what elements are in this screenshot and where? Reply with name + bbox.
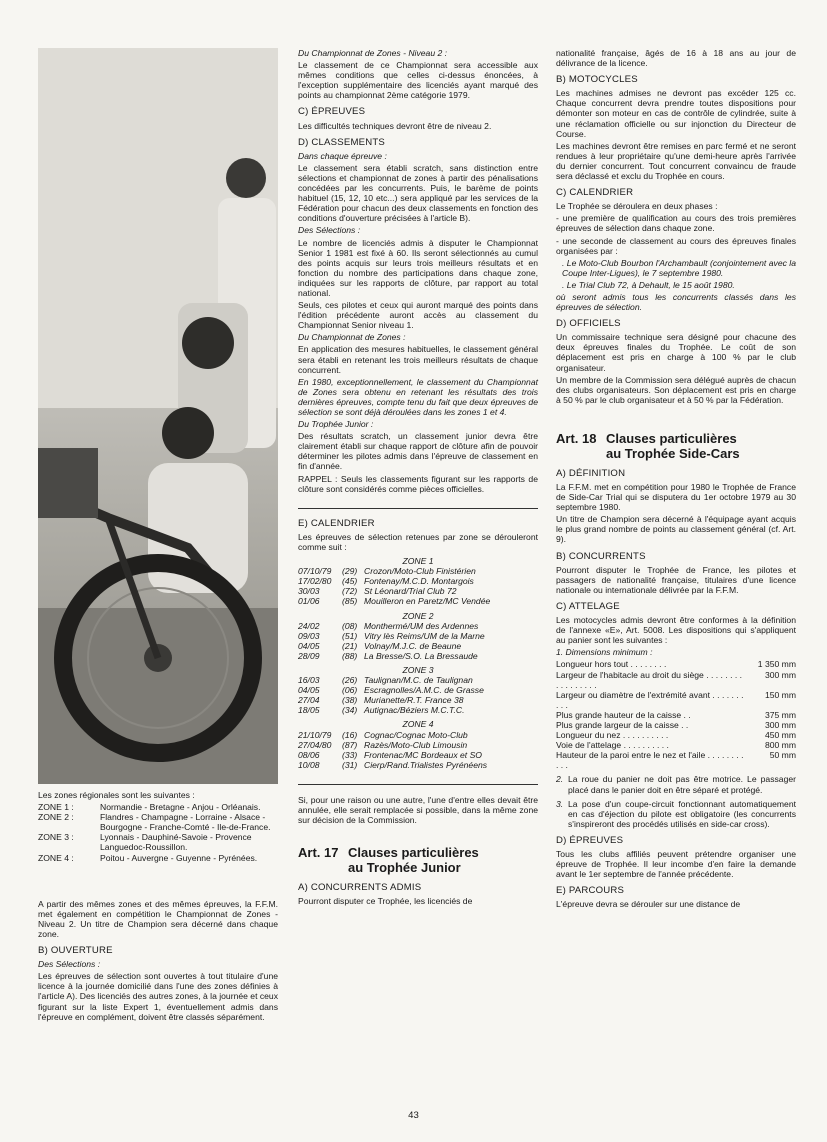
attelage-item-3: 3. La pose d'un coupe-circuit fonctionnant automatiquement en cas d'éjection du pilote est obligatoire (les concurrents s'inspireront des procédés utilisés en side-car cross). <box>556 798 796 829</box>
zones-paragraph: En application des mesures habituelles, le classement général sera établi en retenant les trois meilleurs résultats de chaque concurrent. <box>298 344 538 375</box>
dimension-value: 300 mm <box>764 669 796 680</box>
calendar-event-date: 21/10/79 <box>298 729 332 740</box>
chaque-epreuve-paragraph: Le classement sera établi scratch, sans distinction entre sélections et championnat de zones à partir des pénalisations concédées par les concurrents. Puis, le barème de points habituel (15, 12, 10 etc...) sera appliqué par les services de la Fédération pour chacun des deux classements en fonction des conditions d'ouverture précisées à l'article B). <box>298 162 538 224</box>
calendrier-phase-1: - une première de qualification au cours des trois premières épreuves de sélection dans chaque zone. <box>556 213 796 234</box>
calendar-event-text: Crozon/Moto-Club Finistérien <box>364 566 476 577</box>
calendar-event-date: 10/08 <box>298 759 320 770</box>
calendar-event-code: (72) <box>342 586 358 597</box>
definition-paragraph-1: La F.F.M. met en compétition pour 1980 le Trophée de France de Side-Car Trial qui se disputera du 1er octobre 1979 au 30 septembre 1980. <box>556 482 796 513</box>
article-17-title: Art. 17 Clauses particulières au Trophée Junior <box>298 845 479 876</box>
calendar-zone-heading: ZONE 3 <box>402 664 434 675</box>
officiels-paragraph-1: Un commissaire technique sera désigné pour chacune des deux épreuves finales du Trophée. Le coût de son déplacement est pris en charge à 100 % par le club organisateur. <box>556 332 796 373</box>
heading-ouverture: B) OUVERTURE <box>38 945 113 957</box>
calendar-event-text: St Léonard/Trial Club 72 <box>364 586 457 597</box>
heading-calendrier: C) CALENDRIER <box>556 187 634 199</box>
nationalite-paragraph: nationalité française, âgés de 16 à 18 ans au jour de délivrance de la licence. <box>556 48 796 69</box>
calendar-event <box>298 596 538 606</box>
dimensions-list <box>556 659 796 770</box>
calendar-event-date: 09/03 <box>298 630 320 641</box>
calendar-event-date: 08/06 <box>298 749 320 760</box>
calendar-event-code: (31) <box>342 759 358 770</box>
calendar-zone-heading: ZONE 4 <box>402 719 434 730</box>
subheading-chaque-epreuve: Dans chaque épreuve : <box>298 150 387 161</box>
heading-attelage: C) ATTELAGE <box>556 600 620 612</box>
dimension-row <box>556 710 796 720</box>
calendar-event-text: Fontenay/M.C.D. Montargois <box>364 576 474 587</box>
calendar-event <box>298 566 538 576</box>
calendar-list <box>298 556 538 770</box>
heading-classements: D) CLASSEMENTS <box>298 136 386 148</box>
calendar-event-text: La Bresse/S.O. La Bressaude <box>364 650 478 661</box>
annulee-paragraph: Si, pour une raison ou une autre, l'une d'entre elles devait être annulée, elle serait remplacée si possible, dans la même zone sur décision de la Commission. <box>298 794 538 826</box>
calendar-event <box>298 651 538 661</box>
calendar-event <box>298 576 538 586</box>
dimension-row <box>556 730 796 740</box>
right-column <box>556 48 796 911</box>
calendar-event-code: (88) <box>342 650 358 661</box>
calendar-event-text: Frontenac/MC Bordeaux et SO <box>364 749 482 760</box>
heading-concurrents-admis: A) CONCURRENTS ADMIS <box>298 882 422 894</box>
calendar-event <box>298 631 538 641</box>
dimension-label: Voie de l'attelage . . . . . . . . . . <box>556 740 669 751</box>
calendar-event-date: 27/04/80 <box>298 739 332 750</box>
calendrier-intro: Le Trophée se déroulera en deux phases : <box>556 201 718 212</box>
calendar-event <box>298 705 538 715</box>
subheading-selections: Des Sélections : <box>298 225 361 236</box>
dimension-label: Plus grande largeur de la caisse . . <box>556 719 689 730</box>
calendar-event-date: 30/03 <box>298 586 320 597</box>
calendar-event-text: Volnay/M.J.C. de Beaune <box>364 640 462 651</box>
calendar-event-date: 04/05 <box>298 640 320 651</box>
zone-line: ZONE 4 : Poitou - Auvergne - Guyenne - Pyrénées. <box>38 852 258 863</box>
attelage-paragraph: Les motocycles admis devront être conformes à la définition de l'annexe «E», Art. 5008. Les dispositions qui s'appliquent au panier sont les suivantes : <box>556 615 796 646</box>
zone-line: ZONE 3 : Lyonnais - Dauphiné-Savoie - Provence Languedoc-Roussillon. <box>38 832 252 853</box>
calendrier-intro: Les épreuves de sélection retenues par zone se dérouleront comme suit : <box>298 531 538 552</box>
calendar-event-text: Vitry lès Reims/UM de la Marne <box>364 630 485 641</box>
heading-officiels: D) OFFICIELS <box>556 318 621 330</box>
calendar-event <box>298 760 538 770</box>
calendar-event-date: 27/04 <box>298 695 320 706</box>
middle-column <box>298 48 538 908</box>
calendar-event <box>298 685 538 695</box>
calendar-zone-heading: ZONE 2 <box>402 610 434 621</box>
calendar-event-date: 17/02/80 <box>298 576 332 587</box>
calendrier-phase-2: - une seconde de classement au cours des épreuves finales organisées par : <box>556 235 796 256</box>
rappel-paragraph: RAPPEL : Seuls les classements figurant sur les rapports de clôture sont considérés comme pièces officielles. <box>298 473 538 494</box>
calendrier-note: où seront admis tous les concurrents classés dans les épreuves de sélection. <box>556 291 796 313</box>
calendrier-phase-2b: . Le Trial Club 72, à Dehault, le 15 août 1980. <box>562 279 735 290</box>
trophee-paragraph: Des résultats scratch, un classement junior devra être clairement établi sur chaque rapport de clôture afin de pouvoir déterminer les pilotes admis dans l'épreuve de classement en fin d'année. <box>298 431 538 472</box>
dimension-label: Plus grande hauteur de la caisse . . <box>556 709 691 720</box>
left-text <box>38 790 278 1024</box>
motocycles-paragraph-2: Les machines devront être remises en parc fermé et ne seront rendues à leur propriétaire qu'une demi-heure après l'arrivée du dernier concurrent. Tout concurrent convaincu de fraude sera déclassé et exclu du Trophée en cours. <box>556 140 796 182</box>
calendar-event <box>298 740 538 750</box>
calendar-event-text: Razès/Moto-Club Limousin <box>364 739 468 750</box>
calendar-event-code: (06) <box>342 685 358 696</box>
heading-parcours: E) PARCOURS <box>556 885 625 897</box>
calendrier-phase-2a: . Le Moto-Club Bourbon l'Archambault (conjointement avec la Coupe Inter-Ligues), le 7 septembre 1980. <box>562 257 796 278</box>
dimension-label: Longueur du nez . . . . . . . . . . <box>556 730 669 741</box>
ouverture-paragraph: Les épreuves de sélection sont ouvertes à tout titulaire d'une licence à la journée domicilié dans l'une des zones définies à l'article A). Des licenciés des autres zones, à la journée et ceux figurant sur la liste Expert 1, éventuellement admis dans l'épreuve en complément, doivent être classés séparément. <box>38 971 278 1022</box>
section-divider <box>298 784 538 785</box>
calendar-event-date: 28/09 <box>298 650 320 661</box>
subheading-selections: Des Sélections : <box>38 959 101 970</box>
calendar-event-date: 16/03 <box>298 675 320 686</box>
zones-intro: Les zones régionales sont les suivantes : <box>38 790 195 800</box>
selections-paragraph: Le nombre de licenciés admis à disputer le Championnat Senior 1 1981 est fixé à 60. Ils seront sélectionnés au cumul des points acquis sur leurs trois meilleurs résultats et en fonction du nombre des participations dans chaque zone, indiquées sur les rapports de clôture, par rapport au total national. <box>298 237 538 298</box>
trial-motorcycle-photo <box>38 48 278 784</box>
calendar-event-code: (87) <box>342 739 358 750</box>
calendar-event-text: Escragnolles/A.M.C. de Grasse <box>364 685 484 696</box>
concurrents-paragraph: Pourront disputer le Trophée de France, les pilotes et passagers de nationalité française, titulaires d'une licence nationale ou internationale délivrée par la F.F.M. <box>556 564 796 595</box>
calendar-event-code: (29) <box>342 566 358 577</box>
calendar-event-text: Monthermé/UM des Ardennes <box>364 620 479 631</box>
dimension-value: 300 mm <box>764 719 796 730</box>
calendar-event <box>298 695 538 705</box>
dimension-row <box>556 690 796 710</box>
calendar-event-date: 01/06 <box>298 596 320 607</box>
section-divider <box>298 508 538 509</box>
calendar-event-code: (16) <box>342 729 358 740</box>
dimensions-title: 1. Dimensions minimum : <box>556 647 653 658</box>
dimension-row <box>556 670 796 690</box>
niveau2-paragraph: A partir des mêmes zones et des mêmes épreuves, la F.F.M. met également en compétition le Championnat de Zones - Niveau 2. Un titre de Champion sera décerné dans chaque zone. <box>38 898 278 939</box>
subheading-trophee-junior: Du Trophée Junior : <box>298 419 374 430</box>
niveau2-paragraph: Le classement de ce Championnat sera accessible aux mêmes conditions que celles ci-dessus énoncées, à l'exception supplémentaire des licenciés ayant marqué des points au championnat 2ème catégorie 1979. <box>298 60 538 101</box>
calendar-event-text: Cierp/Rand.Trialistes Pyrénéens <box>364 759 488 770</box>
dimension-value: 150 mm <box>764 689 796 700</box>
page-number: 43 <box>408 1110 419 1121</box>
calendar-event <box>298 641 538 651</box>
dimension-value: 800 mm <box>764 740 796 751</box>
dimension-label: Largeur ou diamètre de l'extrémité avant . . . . . . . . . . <box>556 689 744 710</box>
zones-italic-paragraph: En 1980, exceptionnellement, le classement du Championnat de Zones sera obtenu en retenant les résultats des trois dernières épreuves, compte tenu du fait que deux épreuves de sélection se sont déjà déroulées dans les zones 1 et 4. <box>298 376 538 417</box>
dimension-row <box>556 720 796 730</box>
seuls-paragraph: Seuls, ces pilotes et ceux qui auront marqué des points dans l'édition précédente auront accès au classement du Championnat Senior niveau 1. <box>298 300 538 331</box>
heading-epreuves: C) ÉPREUVES <box>298 106 366 118</box>
calendar-event <box>298 675 538 685</box>
parcours-paragraph: L'épreuve devra se dérouler sur une distance de <box>556 899 741 910</box>
calendar-event-code: (38) <box>342 695 358 706</box>
zone-line: ZONE 2 : Flandres - Champagne - Lorraine - Alsace - Bourgogne - Franche-Comté - Ile-de-France. <box>38 812 271 833</box>
calendar-event <box>298 621 538 631</box>
calendar-event-date: 07/10/79 <box>298 566 332 577</box>
motorcycle-photo-illustration <box>38 48 278 784</box>
calendar-event-code: (33) <box>342 749 358 760</box>
concurrents-paragraph: Pourront disputer ce Trophée, les licenciés de <box>298 896 473 907</box>
calendar-event-code: (34) <box>342 705 358 716</box>
subheading-niveau2: Du Championnat de Zones - Niveau 2 : <box>298 48 448 58</box>
definition-paragraph-2: Un titre de Champion sera décerné à l'équipage ayant acquis le plus grand nombre de points au classement général (cf. Art. 9). <box>556 514 796 545</box>
dimension-value: 450 mm <box>764 730 796 741</box>
calendar-event-date: 24/02 <box>298 620 320 631</box>
officiels-paragraph-2: Un membre de la Commission sera délégué auprès de chacun des clubs organisateurs. Son déplacement est pris en charge à 50 % par le club organisateur et à 50 % par la Fédération. <box>556 374 796 405</box>
dimension-row <box>556 659 796 669</box>
subheading-championnat-zones: Du Championnat de Zones : <box>298 332 406 343</box>
dimension-value: 1 350 mm <box>757 659 796 670</box>
calendar-event <box>298 730 538 740</box>
heading-motocycles: B) MOTOCYCLES <box>556 74 638 86</box>
calendar-event-code: (21) <box>342 640 358 651</box>
calendar-event-text: Murianette/R.T. France 38 <box>364 695 464 706</box>
dimension-label: Longueur hors tout . . . . . . . . <box>556 659 667 670</box>
calendar-event-code: (26) <box>342 675 358 686</box>
motocycles-paragraph-1: Les machines admises ne devront pas excéder 125 cc. Chaque concurrent devra prendre toutes dispositions pour démonter son moteur en cas de contrôle de cylindrée, suite à une réclamation officielle ou sur injonction du Directeur de Course. <box>556 88 796 139</box>
calendar-event <box>298 586 538 596</box>
epreuves-paragraph: Tous les clubs affiliés peuvent prétendre organiser une épreuve de Trophée. Il leur incombe d'en faire la demande avant le 1er septembre de l'année précédente. <box>556 849 796 880</box>
article-18-title: Art. 18 Clauses particulières au Trophée Side-Cars <box>556 430 740 461</box>
calendar-event <box>298 750 538 760</box>
heading-epreuves: D) ÉPREUVES <box>556 834 624 846</box>
calendar-event-code: (45) <box>342 576 358 587</box>
calendar-event-text: Autignac/Béziers M.C.T.C. <box>364 705 465 716</box>
dimension-value: 375 mm <box>764 709 796 720</box>
calendar-event-text: Mouilleron en Paretz/MC Vendée <box>364 596 491 607</box>
calendar-event-code: (85) <box>342 596 358 607</box>
dimension-value: 50 mm <box>769 750 796 761</box>
calendar-event-code: (08) <box>342 620 358 631</box>
calendar-event-text: Cognac/Cognac Moto-Club <box>364 729 468 740</box>
epreuves-paragraph: Les difficultés techniques devront être de niveau 2. <box>298 120 492 131</box>
calendar-event-date: 04/05 <box>298 685 320 696</box>
dimension-row <box>556 750 796 770</box>
heading-calendrier: E) CALENDRIER <box>298 517 375 529</box>
heading-concurrents: B) CONCURRENTS <box>556 550 646 562</box>
zone-line: ZONE 1 : Normandie - Bretagne - Anjou - Orléanais. <box>38 802 261 813</box>
calendar-zone-heading: ZONE 1 <box>402 556 434 567</box>
calendar-event-date: 18/05 <box>298 705 320 716</box>
dimension-label: Hauteur de la paroi entre le nez et l'aile . . . . . . . . . . . <box>556 750 744 771</box>
calendar-event-text: Taulignan/M.C. de Taulignan <box>364 675 473 686</box>
calendar-event-code: (51) <box>342 630 358 641</box>
dimension-label: Largeur de l'habitacle au droit du siège . . . . . . . . . . . . . . . . . <box>556 669 743 690</box>
heading-definition: A) DÉFINITION <box>556 467 626 479</box>
attelage-item-2: 2. La roue du panier ne doit pas être motrice. Le passager placé dans le panier doit en être séparé et protégé. <box>556 774 796 795</box>
dimension-row <box>556 740 796 750</box>
